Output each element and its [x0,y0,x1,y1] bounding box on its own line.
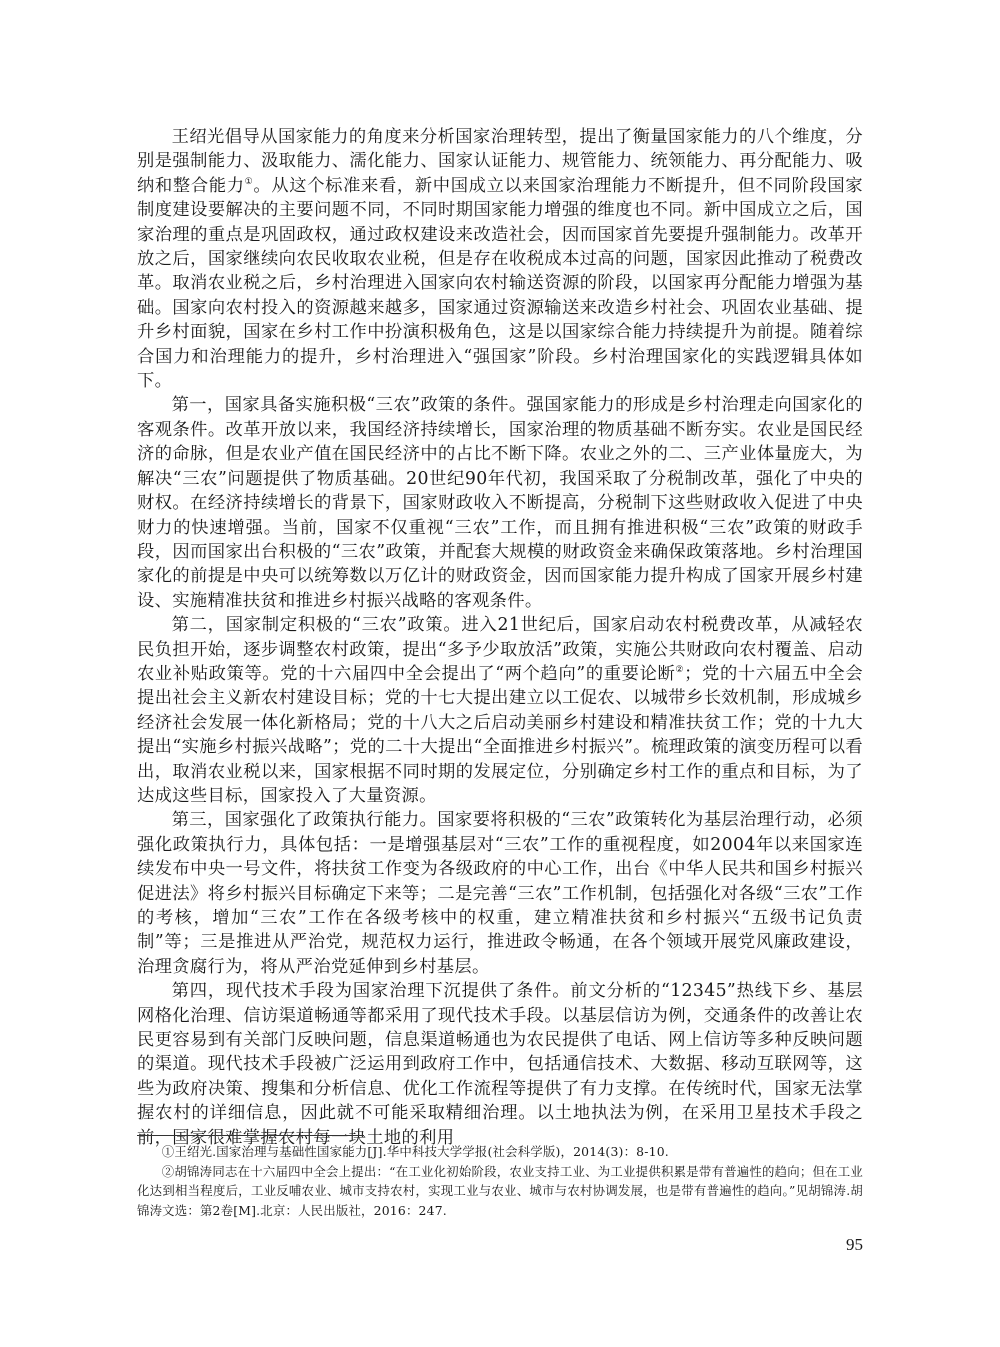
paragraph-1-text: 王绍光倡导从国家能力的角度来分析国家治理转型，提出了衡量国家能力的八个维度，分别是强制能力、汲取能力、濡化能力、国家认证能力、规管能力、统领能力、再分配能力、吸纳和整合能力 [137,127,863,196]
page-number: 95 [846,1235,863,1254]
paragraph-2: 第一，国家具备实施积极“三农”政策的条件。强国家能力的形成是乡村治理走向国家化的客观条件。改革开放以来，我国经济持续增长，国家治理的物质基础不断夯实。农业是国民经济的命脉，但是农业产值在国民经济中的占比不断下降。农业之外的二、三产业体量庞大，为解决“三农”问题提供了物质基础。20世纪90年代初，我国采取了分税制改革，强化了中央的财权。在经济持续增长的背景下，国家财政收入不断提高，分税制下这些财政收入促进了中央财力的快速增强。当前，国家不仅重视“三农”工作，而且拥有推进积极“三农”政策的财政手段，因而国家出台积极的“三农”政策，并配套大规模的财政资金来确保政策落地。乡村治理国家化的前提是中央可以统筹数以万亿计的财政资金，因而国家能力提升构成了国家开展乡村建设、实施精准扶贫和推进乡村振兴战略的客观条件。 [137,395,863,611]
paragraph-1 [137,125,863,393]
footnote-2: ②胡锦涛同志在十六届四中全会上提出：“在工业化初始阶段，农业支持工业、为工业提供积累是带有普遍性的趋向；但在工业化达到相当程度后，工业反哺农业、城市支持农村，实现工业与农业、城市与农村协调发展，也是带有普遍性的趋向。”见胡锦涛.胡锦涛文选：第2卷[M].北京：人民出版社，2016：247. [137,1163,863,1218]
paragraph-4: 第三，国家强化了政策执行能力。国家要将积极的“三农”政策转化为基层治理行动，必须强化政策执行力，具体包括：一是增强基层对“三农”工作的重视程度，如2004年以来国家连续发布中央一号文件，将扶贫工作变为各级政府的中心工作，出台《中华人民共和国乡村振兴促进法》将乡村振兴目标确定下来等；二是完善“三农”工作机制，包括强化对各级“三农”工作的考核，增加“三农”工作在各级考核中的权重，建立精准扶贫和乡村振兴“五级书记负责制”等；三是推进从严治党，规范权力运行，推进政令畅通，在各个领域开展党风廉政建设，治理贪腐行为，将从严治党延伸到乡村基层。 [137,810,863,977]
paragraph-3-text: 第二，国家制定积极的“三农”政策。进入21世纪后，国家启动农村税费改革，从减轻农民负担开始，逐步调整农村政策，提出“多予少取放活”政策，实施公共财政向农村覆盖、启动农业补贴政策等。党的十六届四中全会提出了“两个趋向”的重要论断 [137,615,863,684]
footnote-marker-2[interactable]: ② [675,665,685,676]
paragraph-1-text-continued: 。从这个标准来看，新中国成立以来国家治理能力不断提升，但不同阶段国家制度建设要解决的主要问题不同，不同时期国家能力增强的维度也不同。新中国成立之后，国家治理的重点是巩固政权，通过政权建设来改造社会，因而国家首先要提升强制能力。改革开放之后，国家继续向农民收取农业税，但是存在收税成本过高的问题，国家因此推动了税费改革。取消农业税之后，乡村治理进入国家向农村输送资源的阶段，以国家再分配能力增强为基础。国家向农村投入的资源越来越多，国家通过资源输送来改造乡村社会、巩固农业基础、提升乡村面貌，国家在乡村工作中扮演积极角色，这是以国家综合能力持续提升为前提。随着综合国力和治理能力的提升，乡村治理进入“强国家”阶段。乡村治理国家化的实践逻辑具体如下。 [137,175,863,392]
footnote-marker-1[interactable]: ① [244,177,254,188]
footnotes [137,1142,863,1220]
paragraph-3 [137,613,863,808]
footnote-1: ①王绍光.国家治理与基础性国家能力[J].华中科技大学学报(社会科学版)，2014(3)：8-10. [161,1144,669,1159]
paragraph-3-text-continued: ；党的十六届五中全会提出社会主义新农村建设目标；党的十七大提出建立以工促农、以城带乡长效机制，形成城乡经济社会发展一体化新格局；党的十八大之后启动美丽乡村建设和精准扶贫工作；党的十九大提出“实施乡村振兴战略”；党的二十大提出“全面推进乡村振兴”。梳理政策的演变历程可以看出，取消农业税以来，国家根据不同时期的发展定位，分别确定乡村工作的重点和目标，为了达成这些目标，国家投入了大量资源。 [137,663,863,806]
paragraph-5: 第四，现代技术手段为国家治理下沉提供了条件。前文分析的“12345”热线下乡、基层网格化治理、信访渠道畅通等都采用了现代技术手段。以基层信访为例，交通条件的改善让农民更容易到有关部门反映问题，信息渠道畅通也为农民提供了电话、网上信访等多种反映问题的渠道。现代技术手段被广泛运用到政府工作中，包括通信技术、大数据、移动互联网等，这些为政府决策、搜集和分析信息、优化工作流程等提供了有力支撑。在传统时代，国家无法掌握农村的详细信息，因此就不可能采取精细治理。以土地执法为例，在采用卫星技术手段之前，国家很难掌握农村每一块土地的利用 [137,981,863,1148]
footnote-divider [137,1135,364,1136]
body-text [137,125,863,1150]
